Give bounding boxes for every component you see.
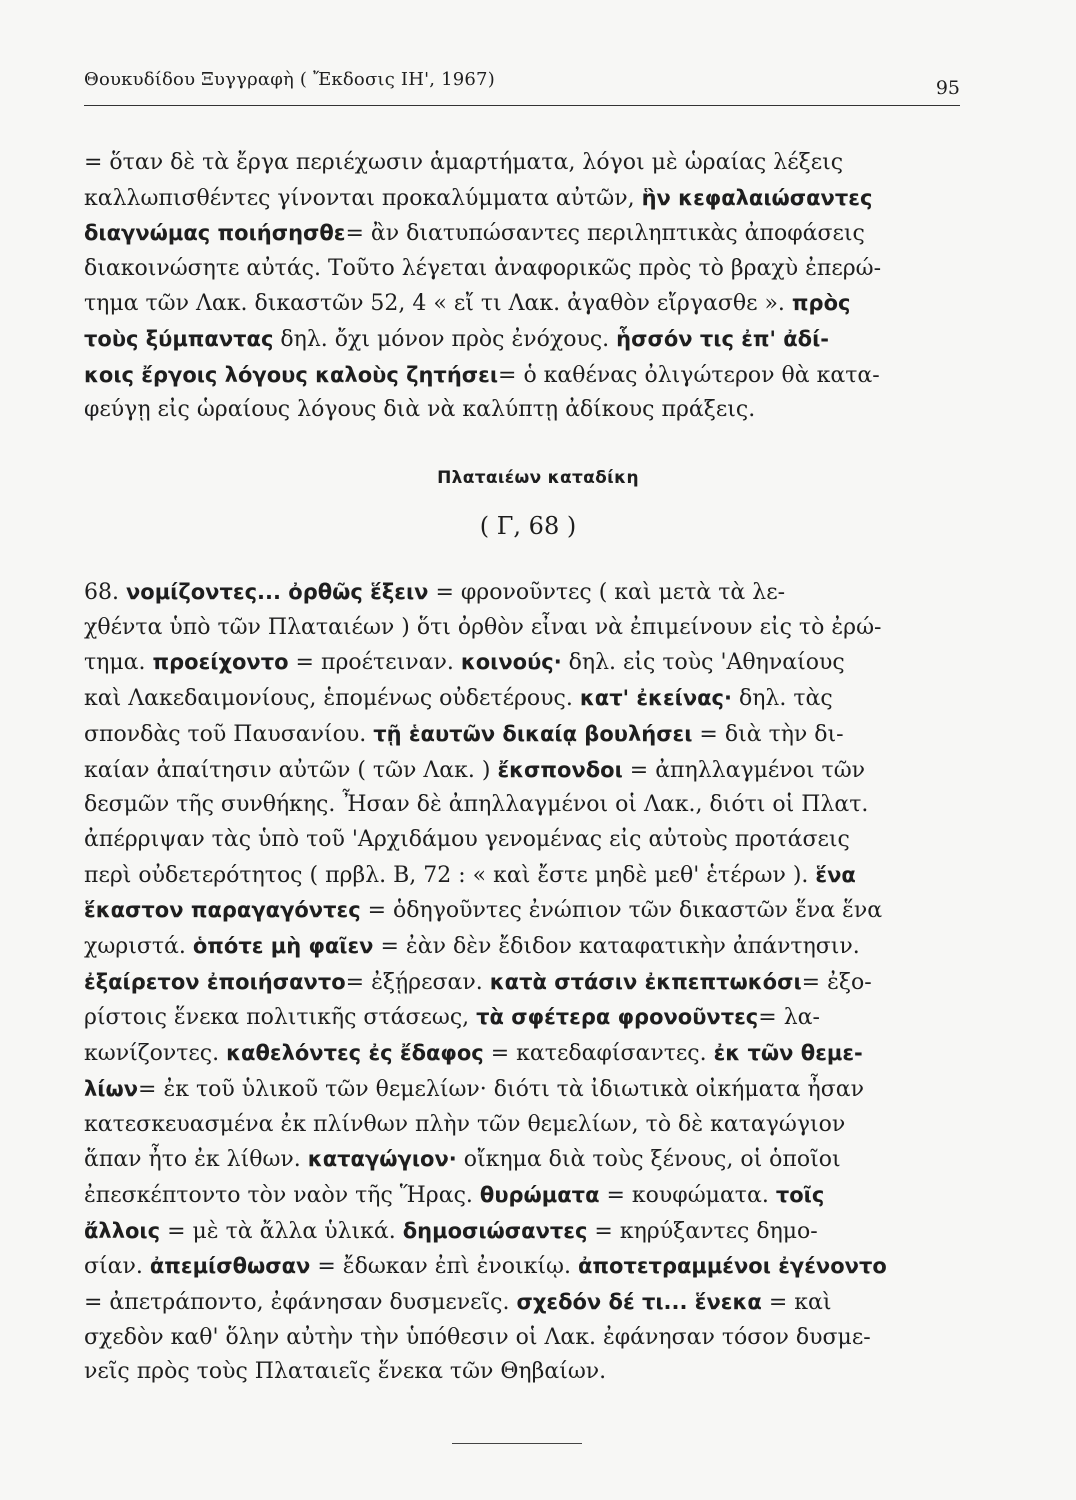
text-line xyxy=(84,181,960,217)
gloss-text: καίαν ἀπαίτησιν αὐτῶν ( τῶν Λακ. ) xyxy=(84,757,498,783)
section-reference: ( Γ, 68 ) xyxy=(479,512,577,540)
lemma-term: νομίζοντες... ὀρθῶς ἕξειν xyxy=(125,580,429,604)
text-line xyxy=(84,1178,964,1214)
lemma-term: καταγώγιον· xyxy=(307,1147,457,1172)
text-line xyxy=(84,1072,964,1108)
text-line xyxy=(84,1214,964,1250)
text-line xyxy=(84,611,964,646)
gloss-text: δεσμῶν τῆς συνθήκης. Ἦσαν δὲ ἀπηλλαγμένοι οἱ Λακ., διότι οἱ Πλατ. xyxy=(84,792,869,818)
lemma-term: τὰ σφέτερα φρονοῦντες xyxy=(476,1005,759,1030)
gloss-text: τημα τῶν Λακ. δικαστῶν 52, 4 « εἴ τι Λακ. ἀγαθὸν εἴργασθε ». xyxy=(84,291,792,317)
lemma-term: λίων xyxy=(84,1076,139,1101)
text-line xyxy=(84,858,964,894)
gloss-text: ἐπεσκέπτοντο τὸν ναὸν τῆς Ἥρας. xyxy=(84,1182,480,1208)
gloss-text: καὶ Λακεδαιμονίους, ἑπομένως οὐδετέρους. xyxy=(84,686,580,712)
gloss-text: = ἐὰν δὲν ἔδιδον καταφατικὴν ἀπάντησιν. xyxy=(373,934,860,960)
gloss-text: διακοινώσητε αὐτάς. Τοῦτο λέγεται ἀναφορικῶς πρὸς τὸ βραχὺ ἐπερώ- xyxy=(84,255,882,281)
lemma-term: ὁπότε μὴ φαῖεν xyxy=(192,934,374,959)
gloss-text: καλλωπισθέντες γίνονται προκαλύμματα αὐτῶν, xyxy=(84,185,642,211)
commentary-block-1 xyxy=(84,146,960,428)
lemma-term: ἕκαστον παραγαγόντες xyxy=(84,898,361,923)
lemma-term: ἀπεμίσθωσαν xyxy=(149,1254,311,1279)
gloss-text: = ἐξῄρεσαν. xyxy=(345,969,490,995)
text-line xyxy=(84,1142,964,1178)
gloss-text: χθέντα ὑπὸ τῶν Πλαταιέων ) ὅτι ὀρθὸν εἶναι νὰ ἐπιμείνουν εἰς τὸ ἐρώ- xyxy=(84,614,882,640)
gloss-text: = καὶ xyxy=(761,1290,832,1316)
gloss-text: κωνίζοντες. xyxy=(84,1041,227,1067)
text-line xyxy=(84,681,964,717)
gloss-text: = ἐξο- xyxy=(801,969,872,995)
gloss-text: 68. xyxy=(84,580,126,605)
lemma-term: ἀποτετραμμένοι ἐγένοντο xyxy=(577,1254,887,1279)
text-line xyxy=(84,717,964,753)
gloss-text: κατεσκευασμένα ἐκ πλίνθων πλὴν τῶν θεμελίων, τὸ δὲ καταγώγιον xyxy=(84,1111,846,1137)
gloss-text: = κηρύξαντες δημο- xyxy=(587,1218,818,1244)
text-line xyxy=(84,1108,964,1143)
commentary-block-2 xyxy=(84,575,964,1390)
gloss-text: σπονδὰς τοῦ Παυσανίου. xyxy=(84,721,374,747)
footer-rule xyxy=(452,1443,582,1444)
text-line xyxy=(84,146,960,181)
lemma-term: κατ' ἐκείνας· xyxy=(579,686,732,711)
section-subtitle: Πλαταιέων καταδίκη xyxy=(437,468,639,488)
gloss-text: τημα. xyxy=(84,650,153,676)
text-line xyxy=(84,216,960,252)
text-line xyxy=(84,753,964,789)
gloss-text: = προέτειναν. xyxy=(288,650,461,676)
lemma-term: τῇ ἑαυτῶν δικαίᾳ βουλήσει xyxy=(373,721,693,746)
gloss-text: ἀπέρριψαν τὰς ὑπὸ τοῦ 'Αρχιδάμου γενομένας εἰς αὐτοὺς προτάσεις xyxy=(84,826,850,852)
gloss-text: = ἀπετράποντο, ἐφάνησαν δυσμενεῖς. xyxy=(84,1290,517,1316)
lemma-term: πρὸς xyxy=(791,291,851,316)
gloss-text: = ἀπηλλαγμένοι τῶν xyxy=(622,757,866,783)
page-number: 95 xyxy=(935,77,960,99)
gloss-text: δηλ. ὄχι μόνον πρὸς ἐνόχους. xyxy=(273,326,617,352)
gloss-text: = ἂν διατυπώσαντες περιληπτικὰς ἀποφάσεις xyxy=(345,221,865,247)
text-line xyxy=(84,965,964,1001)
lemma-term: σχεδόν δέ τι... ἕνεκα xyxy=(516,1290,762,1315)
text-line xyxy=(84,393,960,428)
text-line xyxy=(84,358,960,394)
lemma-term: δημοσιώσαντες xyxy=(402,1218,588,1243)
text-line xyxy=(84,575,964,611)
text-line xyxy=(84,645,964,681)
lemma-term: ἔκσπονδοι xyxy=(497,757,623,782)
lemma-term: ἧσσόν τις ἐπ' ἀδί- xyxy=(616,326,829,351)
gloss-text: = ὅταν δὲ τὰ ἔργα περιέχωσιν ἁμαρτήματα, λόγοι μὲ ὡραίας λέξεις xyxy=(84,150,844,175)
gloss-text: νεῖς πρὸς τοὺς Πλαταιεῖς ἕνεκα τῶν Θηβαίων. xyxy=(84,1359,607,1385)
gloss-text: σχεδὸν καθ' ὅλην αὐτὴν τὴν ὑπόθεσιν οἱ Λακ. ἐφάνησαν τόσον δυσμε- xyxy=(84,1324,871,1350)
lemma-term: διαγνώμας ποιήσησθε xyxy=(84,221,346,246)
gloss-text: = ἔδωκαν ἐπὶ ἐνοικίῳ. xyxy=(310,1254,578,1280)
gloss-text: οἴκημα διὰ τοὺς ξένους, οἱ ὁποῖοι xyxy=(456,1147,841,1173)
gloss-text: περὶ οὐδετερότητος ( πρβλ. Β, 72 : « καὶ ἔστε μηδὲ μεθ' ἑτέρων ). xyxy=(84,862,816,888)
header-title: Θουκυδίδου Ξυγγραφὴ ( Ἔκδοσις ΙΗ', 1967) xyxy=(84,69,495,90)
running-header xyxy=(84,62,964,98)
gloss-text: δηλ. εἰς τοὺς 'Αθηναίους xyxy=(561,650,845,676)
text-line xyxy=(84,252,960,287)
lemma-term: ἣν κεφαλαιώσαντες xyxy=(641,185,873,210)
gloss-text: φεύγῃ εἰς ὡραίους λόγους διὰ νὰ καλύπτῃ ἀδίκους πράξεις. xyxy=(84,397,756,423)
text-line xyxy=(84,1036,964,1072)
gloss-text: = διὰ τὴν δι- xyxy=(692,721,844,747)
gloss-text: = λα- xyxy=(758,1005,820,1031)
lemma-term: κοις ἔργοις λόγους καλοὺς ζητήσει xyxy=(84,362,499,387)
text-line xyxy=(84,823,964,858)
lemma-term: κοινούς· xyxy=(460,650,562,675)
gloss-text: = ὁ καθένας ὀλιγώτερον θὰ κατα- xyxy=(498,362,880,388)
text-line xyxy=(84,1355,964,1390)
lemma-term: θυρώματα xyxy=(479,1182,600,1207)
gloss-text: σίαν. xyxy=(84,1254,150,1280)
lemma-term: τοὺς ξύμπαντας xyxy=(84,326,274,351)
gloss-text: ρίστοις ἕνεκα πολιτικῆς στάσεως, xyxy=(84,1005,477,1031)
gloss-text: = ὁδηγοῦντες ἐνώπιον τῶν δικαστῶν ἕνα ἕνα xyxy=(360,898,883,924)
lemma-term: ἕνα xyxy=(815,862,856,887)
gloss-text: = ἐκ τοῦ ὑλικοῦ τῶν θεμελίων· διότι τὰ ἰδιωτικὰ οἰκήματα ἦσαν xyxy=(138,1076,864,1102)
text-line xyxy=(84,1000,964,1036)
gloss-text: χωριστά. xyxy=(84,934,193,960)
lemma-term: τοῖς xyxy=(775,1182,825,1207)
text-line xyxy=(84,1249,964,1285)
text-line xyxy=(84,788,964,823)
gloss-text: δηλ. τὰς xyxy=(731,686,833,712)
text-line xyxy=(84,929,964,965)
lemma-term: καθελόντες ἐς ἔδαφος xyxy=(226,1041,484,1066)
text-line xyxy=(84,1285,964,1321)
lemma-term: ἄλλοις xyxy=(84,1218,161,1243)
gloss-text: = μὲ τὰ ἄλλα ὑλικά. xyxy=(160,1218,403,1244)
header-rule xyxy=(84,105,960,106)
text-line xyxy=(84,286,960,322)
lemma-term: ἐξαίρετον ἐποιήσαντο xyxy=(84,969,346,994)
gloss-text: = κουφώματα. xyxy=(599,1182,776,1208)
lemma-term: ἐκ τῶν θεμε- xyxy=(713,1041,863,1066)
lemma-term: κατὰ στάσιν ἐκπεπτωκόσι xyxy=(489,969,802,994)
text-line xyxy=(84,1321,964,1356)
gloss-text: = κατεδαφίσαντες. xyxy=(483,1041,714,1067)
gloss-text: ἅπαν ἦτο ἐκ λίθων. xyxy=(84,1147,308,1173)
text-line xyxy=(84,893,964,929)
gloss-text: = φρονοῦντες ( καὶ μετὰ τὰ λε- xyxy=(428,580,786,605)
lemma-term: προείχοντο xyxy=(152,650,289,675)
text-line xyxy=(84,322,960,358)
